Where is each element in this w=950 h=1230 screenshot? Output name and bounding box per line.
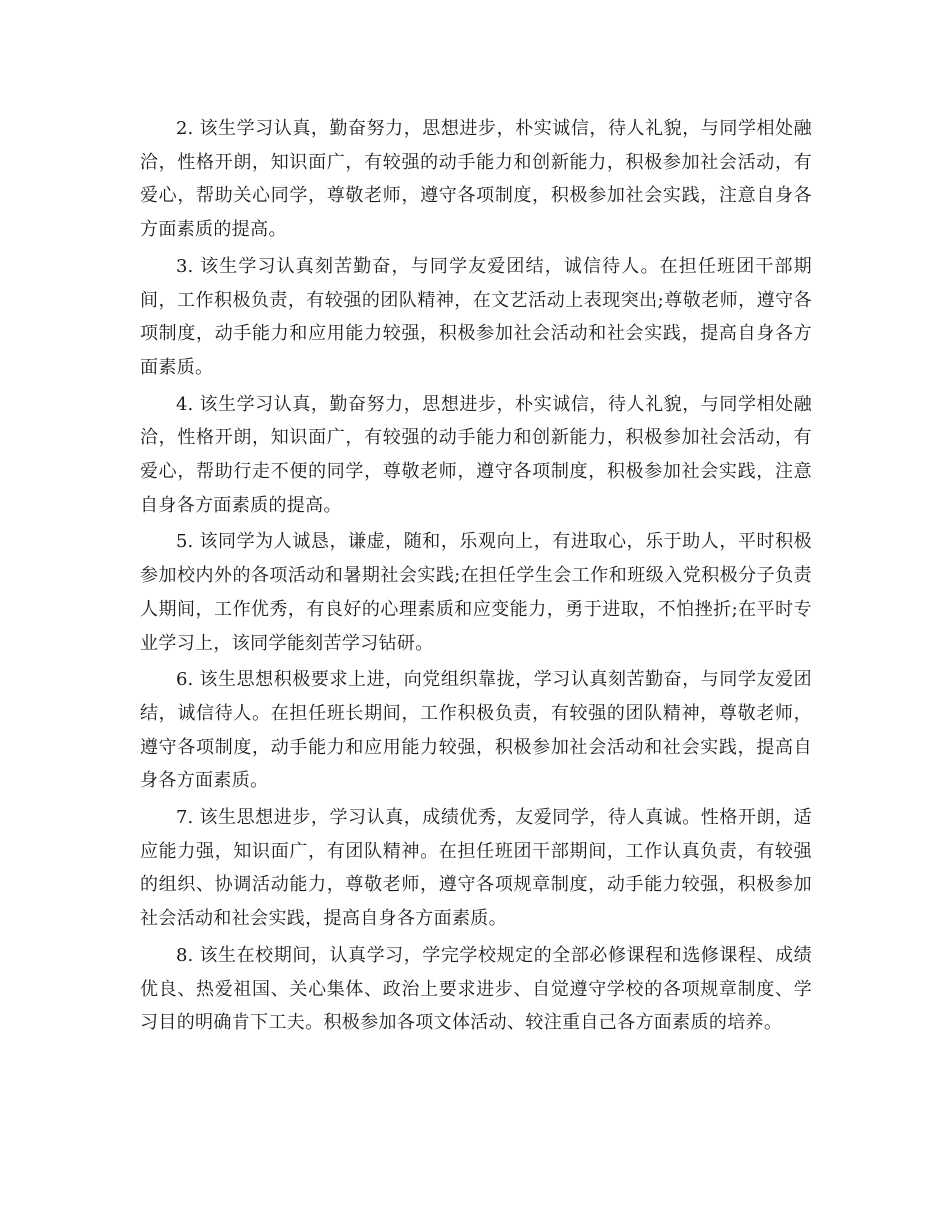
paragraph-text: 该生思想进步，学习认真，成绩优秀，友爱同学，待人真诚。性格开朗，适应能力强，知识面广，有团队精神。在担任班团干部期间，工作认真负责，有较强的组织、协调活动能力，尊敬老师，遵守各项规章制度，动手能力较强，积极参加社会活动和社会实践，提高自身各方面素质。 [140, 807, 813, 930]
paragraph-number: 4. [176, 393, 194, 415]
paragraph-number: 6. [176, 669, 194, 691]
paragraph-2 [140, 112, 812, 247]
document-page [140, 112, 812, 1043]
paragraph-3 [140, 250, 812, 385]
paragraph-6 [140, 663, 812, 798]
paragraph-number: 3. [176, 255, 194, 277]
paragraph-text: 该生思想积极要求上进，向党组织靠拢，学习认真刻苦勤奋，与同学友爱团结，诚信待人。在担任班长期间，工作积极负责，有较强的团队精神，尊敬老师，遵守各项制度，动手能力和应用能力较强，积极参加社会活动和社会实践，提高自身各方面素质。 [140, 669, 813, 792]
paragraph-number: 2. [176, 118, 194, 139]
paragraph-text: 该同学为人诚恳，谦虚，随和，乐观向上，有进取心，乐于助人，平时积极参加校内外的各项活动和暑期社会实践;在担任学生会工作和班级入党积极分子负责人期间，工作优秀，有良好的心理素质和应变能力，勇于进取，不怕挫折;在平时专业学习上，该同学能刻苦学习钻研。 [140, 531, 813, 654]
paragraph-number: 7. [176, 807, 194, 829]
paragraph-4 [140, 388, 812, 523]
paragraph-5 [140, 525, 812, 660]
paragraph-8 [140, 939, 812, 1040]
paragraph-number: 5. [176, 531, 194, 553]
paragraph-7 [140, 801, 812, 936]
paragraph-text: 该生学习认真，勤奋努力，思想进步，朴实诚信，待人礼貌，与同学相处融洽，性格开朗，知识面广，有较强的动手能力和创新能力，积极参加社会活动，有爱心，帮助行走不便的同学，尊敬老师，遵守各项制度，积极参加社会实践，注意自身各方面素质的提高。 [140, 393, 813, 516]
paragraph-text: 该生学习认真刻苦勤奋，与同学友爱团结，诚信待人。在担任班团干部期间，工作积极负责，有较强的团队精神，在文艺活动上表现突出;尊敬老师，遵守各项制度，动手能力和应用能力较强，积极参加社会活动和社会实践，提高自身各方面素质。 [140, 255, 812, 378]
paragraph-text: 该生在校期间，认真学习，学完学校规定的全部必修课程和选修课程、成绩优良、热爱祖国、关心集体、政治上要求进步、自觉遵守学校的各项规章制度、学习目的明确肯下工夫。积极参加各项文体活动、较注重自己各方面素质的培养。 [140, 944, 813, 1034]
paragraph-number: 8. [176, 944, 194, 966]
paragraph-text: 该生学习认真，勤奋努力，思想进步，朴实诚信，待人礼貌，与同学相处融洽，性格开朗，知识面广，有较强的动手能力和创新能力，积极参加社会活动，有爱心，帮助关心同学，尊敬老师，遵守各项制度，积极参加社会实践，注意自身各方面素质的提高。 [140, 118, 813, 241]
